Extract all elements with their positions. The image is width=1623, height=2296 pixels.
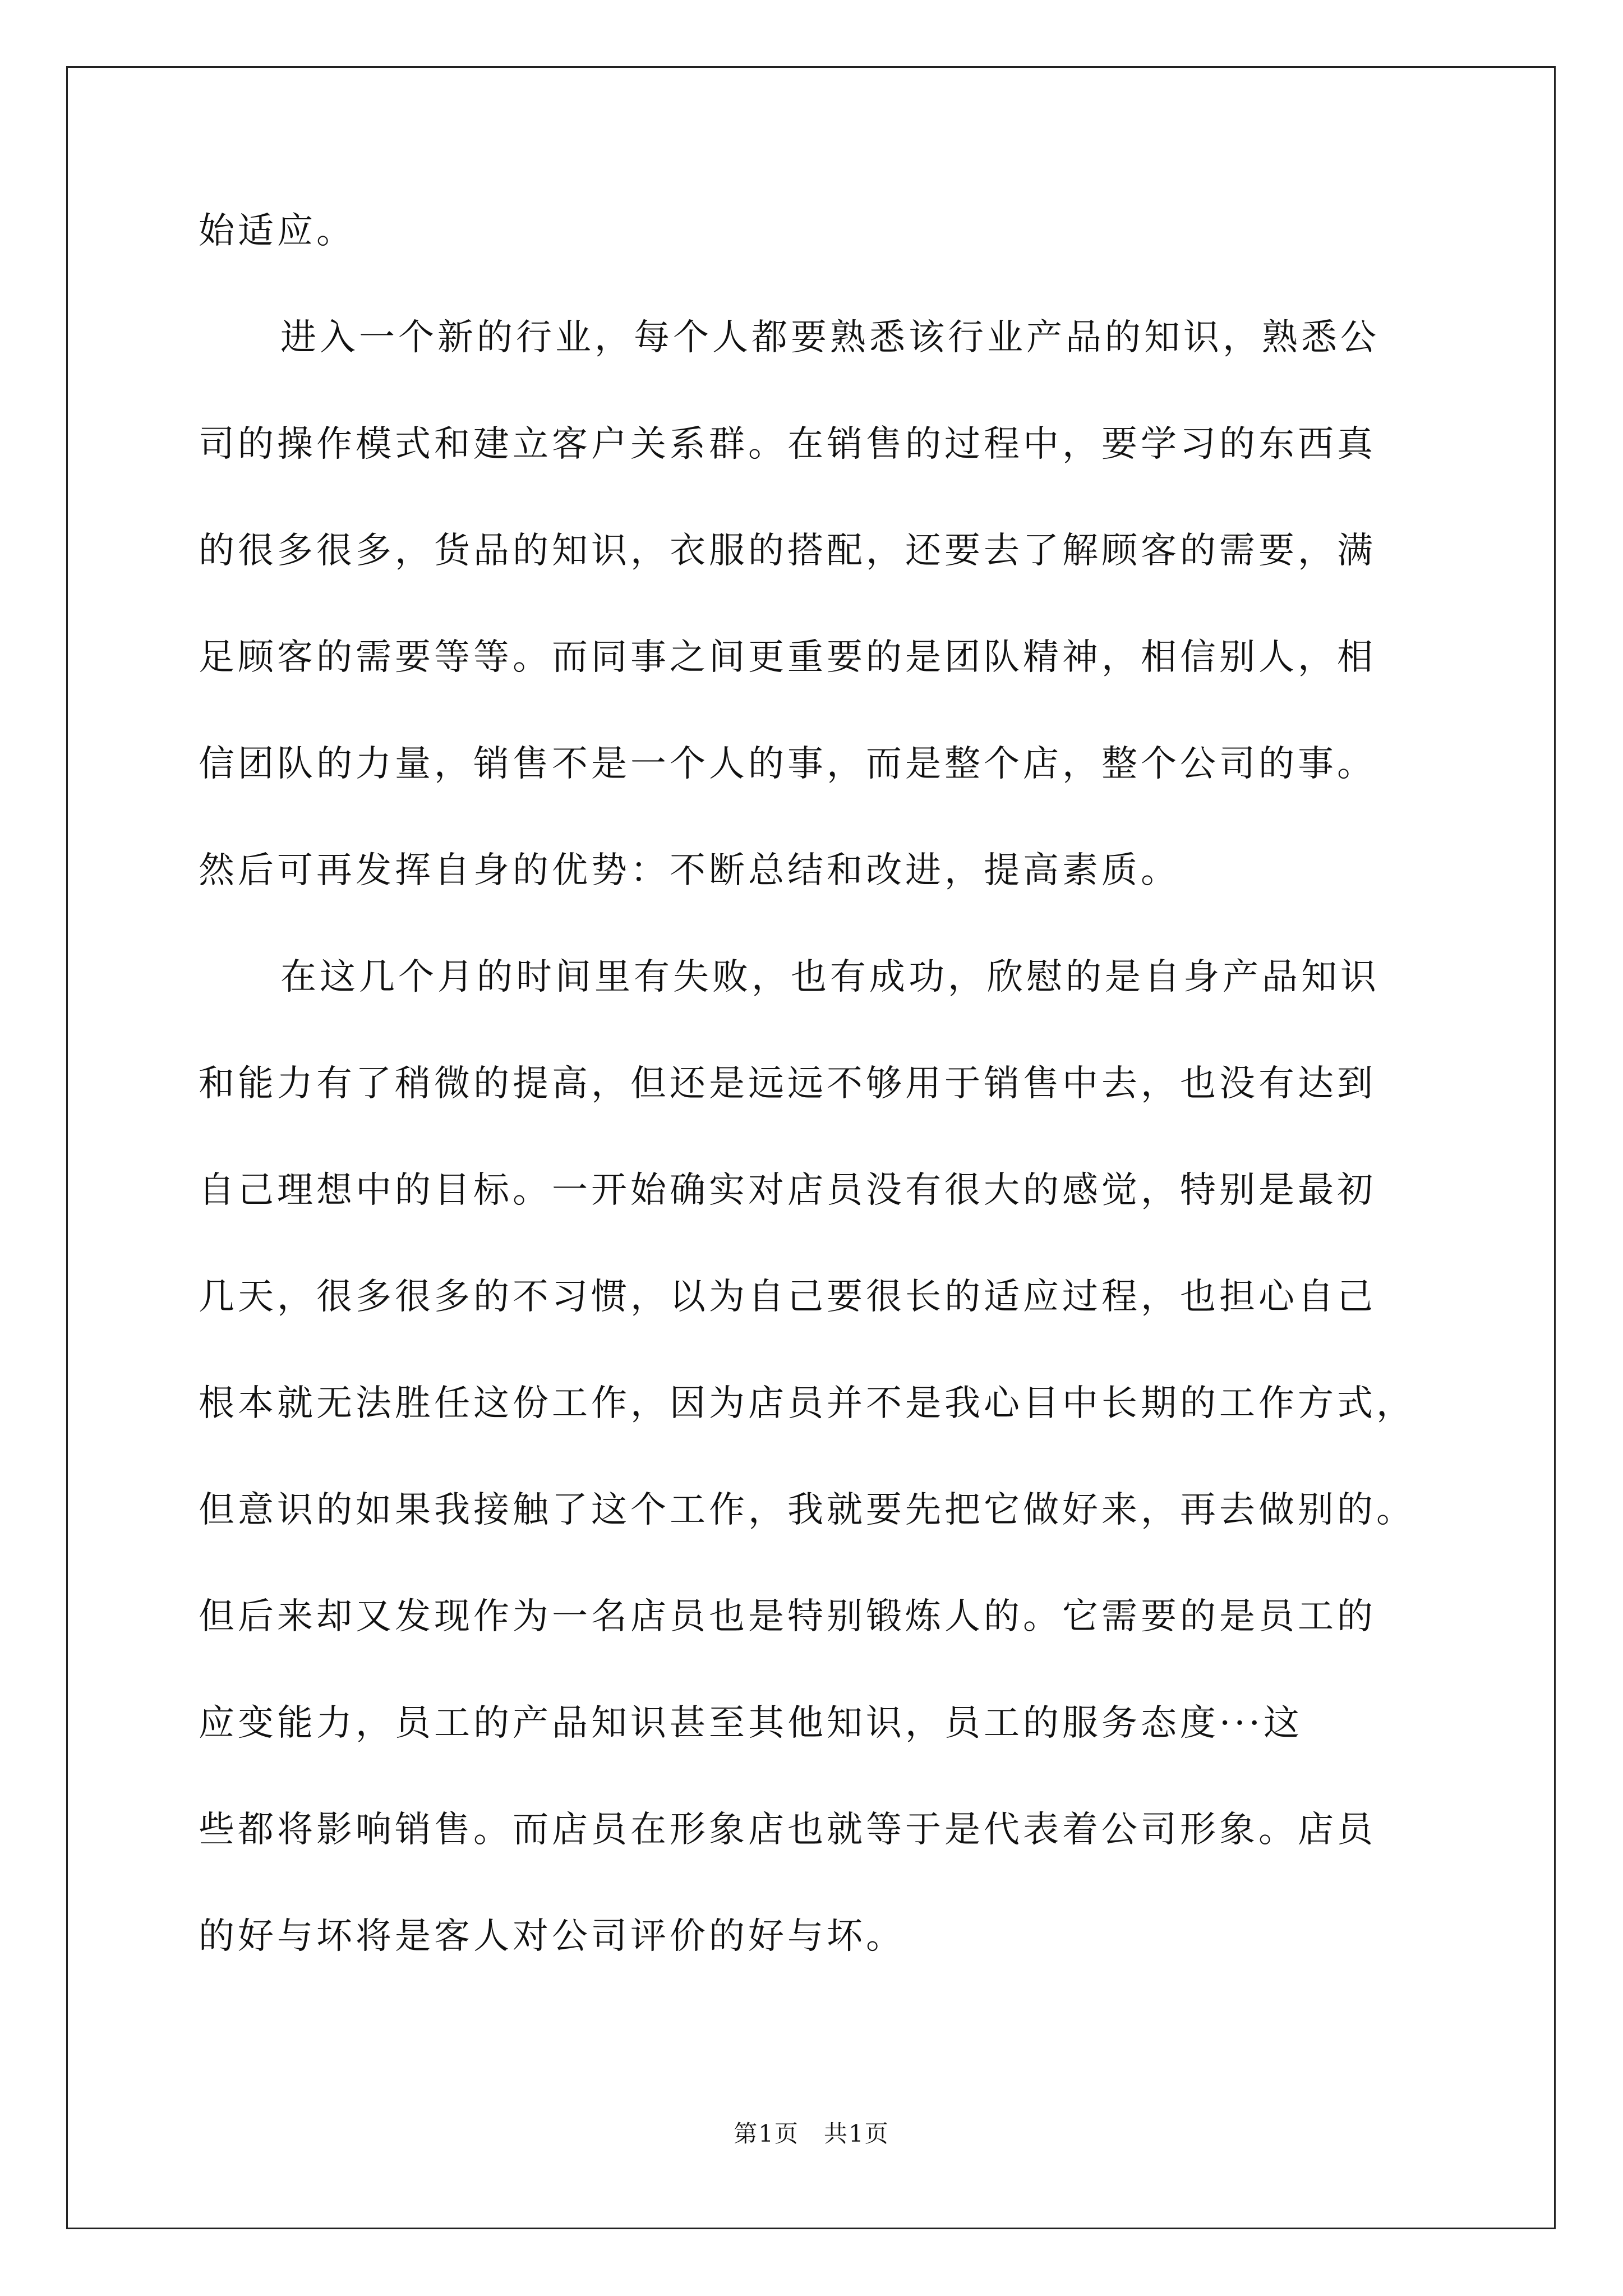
- paragraph-2-line-3: 的很多很多，货品的知识，衣服的搭配，还要去了解顾客的需要，满: [199, 530, 1376, 572]
- paragraph-3-line-8: 应变能力，员工的产品知识甚至其他知识，员工的服务态度···这: [199, 1703, 1303, 1744]
- page-border: [66, 66, 1556, 2229]
- paragraph-3-line-9: 些都将影响销售。而店员在形象店也就等于是代表着公司形象。店员: [199, 1809, 1376, 1851]
- paragraph-3-line-2: 和能力有了稍微的提高，但还是远远不够用于销售中去，也没有达到: [199, 1063, 1376, 1105]
- paragraph-1-line-1: 始适应。: [199, 210, 356, 252]
- paragraph-3-line-1: 在这几个月的时间里有失败，也有成功，欣慰的是自身产品知识: [280, 956, 1380, 998]
- paragraph-3-line-4: 几天，很多很多的不习惯，以为自己要很长的适应过程，也担心自己: [199, 1276, 1376, 1318]
- paragraph-3-line-6: 但意识的如果我接触了这个工作，我就要先把它做好来，再去做别的。: [199, 1489, 1415, 1531]
- paragraph-2-line-2: 司的操作模式和建立客户关系群。在销售的过程中，要学习的东西真: [199, 424, 1376, 465]
- page-number-footer: 第1页 共1页: [734, 2120, 889, 2147]
- paragraph-2-line-6: 然后可再发挥自身的优势：不断总结和改进，提高素质。: [199, 850, 1180, 891]
- paragraph-3-line-3: 自己理想中的目标。一开始确实对店员没有很大的感觉，特别是最初: [199, 1170, 1376, 1211]
- paragraph-2-line-4: 足顾客的需要等等。而同事之间更重要的是团队精神，相信别人，相: [199, 637, 1376, 678]
- paragraph-2-line-1: 进入一个新的行业，每个人都要熟悉该行业产品的知识，熟悉公: [280, 317, 1380, 358]
- paragraph-2-line-5: 信团队的力量，销售不是一个人的事，而是整个店，整个公司的事。: [199, 743, 1376, 785]
- paragraph-3-line-10: 的好与坏将是客人对公司评价的好与坏。: [199, 1916, 905, 1957]
- paragraph-3-line-5: 根本就无法胜任这份工作，因为店员并不是我心目中长期的工作方式，: [199, 1383, 1415, 1424]
- paragraph-3-line-7: 但后来却又发现作为一名店员也是特别锻炼人的。它需要的是员工的: [199, 1596, 1376, 1637]
